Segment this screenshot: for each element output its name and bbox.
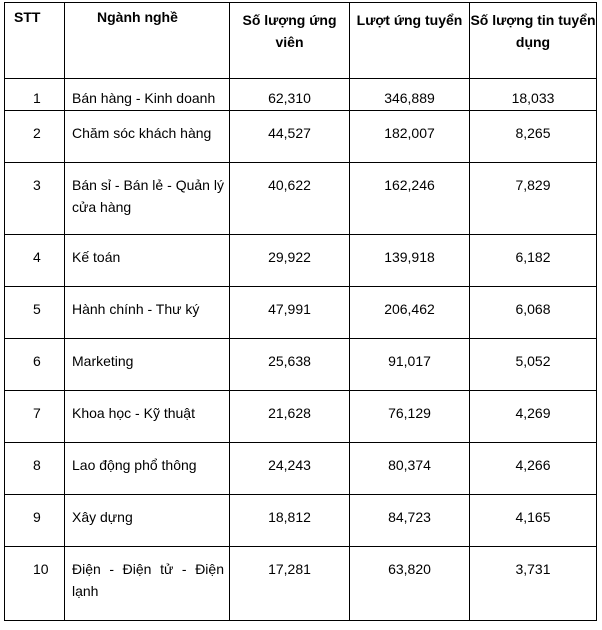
cell-ung-vien: 44,527 — [230, 111, 350, 163]
cell-nganh-nghe: Khoa học - Kỹ thuật — [65, 391, 230, 443]
cell-tin: 5,052 — [470, 339, 597, 391]
cell-ung-vien: 17,281 — [230, 547, 350, 621]
table-row — [5, 339, 597, 391]
cell-stt: 10 — [5, 547, 65, 621]
table-row — [5, 111, 597, 163]
cell-stt: 1 — [5, 79, 65, 111]
data-table — [4, 2, 597, 621]
cell-stt: 9 — [5, 495, 65, 547]
cell-ung-vien: 21,628 — [230, 391, 350, 443]
cell-nganh-nghe: Hành chính - Thư ký — [65, 287, 230, 339]
table-row — [5, 391, 597, 443]
cell-stt: 2 — [5, 111, 65, 163]
cell-ung-tuyen: 91,017 — [350, 339, 470, 391]
cell-tin: 4,165 — [470, 495, 597, 547]
table-row — [5, 287, 597, 339]
cell-tin: 6,182 — [470, 235, 597, 287]
cell-tin: 3,731 — [470, 547, 597, 621]
cell-nganh-nghe: Xây dựng — [65, 495, 230, 547]
cell-stt: 7 — [5, 391, 65, 443]
table-row — [5, 443, 597, 495]
cell-ung-tuyen: 346,889 — [350, 79, 470, 111]
cell-ung-tuyen: 76,129 — [350, 391, 470, 443]
cell-stt: 3 — [5, 163, 65, 235]
cell-tin: 8,265 — [470, 111, 597, 163]
table-row — [5, 235, 597, 287]
cell-nganh-nghe: Bán hàng - Kinh doanh — [65, 79, 230, 111]
cell-ung-vien: 25,638 — [230, 339, 350, 391]
table-row — [5, 163, 597, 235]
header-so-luong-tin: Số lượng tin tuyển dụng — [470, 3, 597, 79]
header-stt: STT — [5, 3, 65, 79]
cell-nganh-nghe: Lao động phổ thông — [65, 443, 230, 495]
cell-tin: 4,266 — [470, 443, 597, 495]
header-nganh-nghe: Ngành nghề — [65, 3, 230, 79]
cell-ung-vien: 62,310 — [230, 79, 350, 111]
header-so-luong-ung-vien: Số lượng ứng viên — [230, 3, 350, 79]
cell-stt: 5 — [5, 287, 65, 339]
table-row — [5, 495, 597, 547]
cell-ung-tuyen: 63,820 — [350, 547, 470, 621]
cell-ung-tuyen: 80,374 — [350, 443, 470, 495]
cell-ung-vien: 40,622 — [230, 163, 350, 235]
cell-ung-tuyen: 139,918 — [350, 235, 470, 287]
cell-ung-tuyen: 162,246 — [350, 163, 470, 235]
header-row — [5, 3, 597, 79]
cell-ung-tuyen: 84,723 — [350, 495, 470, 547]
cell-ung-vien: 47,991 — [230, 287, 350, 339]
cell-stt: 8 — [5, 443, 65, 495]
table-row — [5, 79, 597, 111]
table-row — [5, 547, 597, 621]
cell-tin: 7,829 — [470, 163, 597, 235]
cell-tin: 18,033 — [470, 79, 597, 111]
cell-tin: 4,269 — [470, 391, 597, 443]
cell-ung-tuyen: 182,007 — [350, 111, 470, 163]
cell-ung-vien: 29,922 — [230, 235, 350, 287]
cell-tin: 6,068 — [470, 287, 597, 339]
cell-nganh-nghe: Bán sỉ - Bán lẻ - Quản lý cửa hàng — [65, 163, 230, 235]
cell-nganh-nghe: Kế toán — [65, 235, 230, 287]
cell-stt: 6 — [5, 339, 65, 391]
cell-nganh-nghe: Marketing — [65, 339, 230, 391]
cell-ung-vien: 18,812 — [230, 495, 350, 547]
cell-ung-tuyen: 206,462 — [350, 287, 470, 339]
cell-nganh-nghe: Điện - Điện tử - Điện lạnh — [65, 547, 230, 621]
cell-stt: 4 — [5, 235, 65, 287]
cell-ung-vien: 24,243 — [230, 443, 350, 495]
header-luot-ung-tuyen: Lượt ứng tuyển — [350, 3, 470, 79]
cell-nganh-nghe: Chăm sóc khách hàng — [65, 111, 230, 163]
